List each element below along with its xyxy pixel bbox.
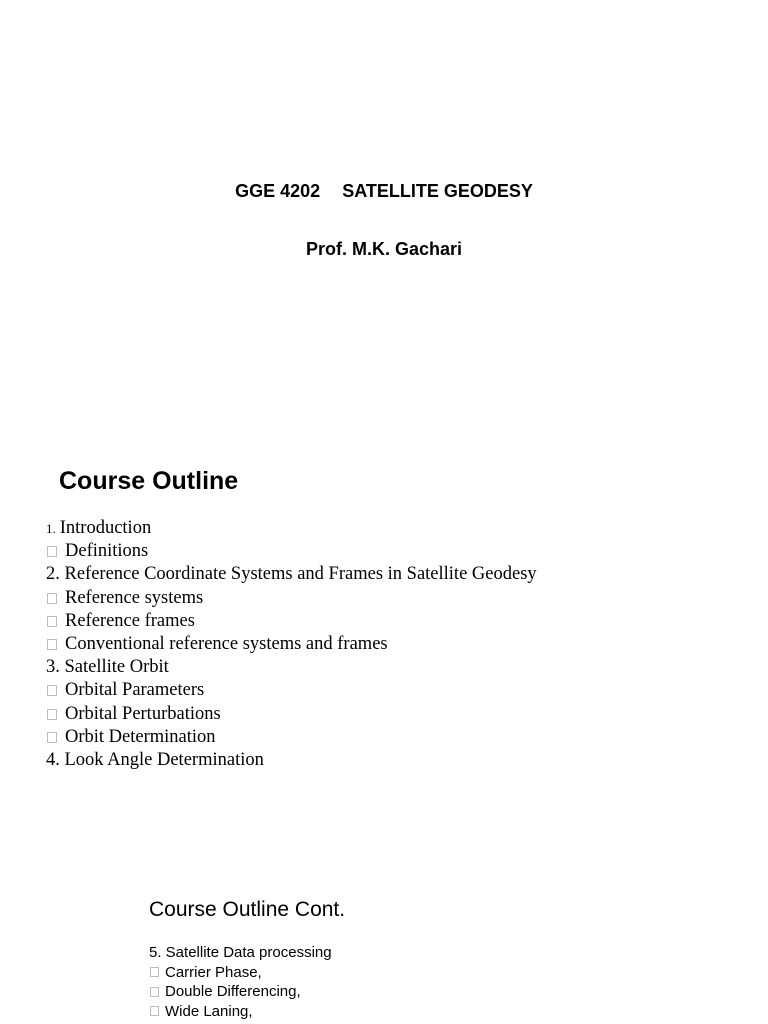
course-code: GGE 4202 — [235, 181, 321, 201]
list-item: Orbital Perturbations — [46, 703, 537, 726]
bullet-box-icon — [47, 639, 57, 650]
list-item: Wide Laning, — [149, 1002, 332, 1022]
item-number: 1. — [46, 521, 56, 536]
bullet-box-icon — [47, 546, 57, 557]
list-item: Reference frames — [46, 610, 537, 633]
list-item: Double Differencing, — [149, 982, 332, 1002]
bullet-box-icon — [47, 593, 57, 604]
list-item: 4. Look Angle Determination — [46, 749, 264, 770]
bullet-box-icon — [47, 732, 57, 743]
list-item: Orbit Determination — [46, 726, 537, 749]
author-name: Prof. M.K. Gachari — [305, 239, 463, 259]
bullet-box-icon — [47, 616, 57, 627]
list-item: 1. Introduction — [46, 517, 537, 540]
course-title — [0, 181, 768, 202]
outline-heading: Course Outline — [59, 467, 239, 495]
list-item: Carrier Phase, — [149, 963, 332, 983]
list-item: Conventional reference systems and frames — [46, 633, 537, 656]
list-item: 3. Satellite Orbit — [46, 657, 169, 678]
bullet-box-icon — [47, 709, 57, 720]
list-item: 2. Reference Coordinate Systems and Frames in Satellite Geodesy — [46, 564, 537, 585]
list-item: 5. Satellite Data processing — [149, 944, 332, 961]
list-item: Definitions — [46, 540, 537, 563]
course-name: SATELLITE GEODESY — [342, 181, 533, 201]
bullet-box-icon — [150, 1006, 159, 1016]
outline-cont-heading: Course Outline Cont. — [149, 898, 346, 921]
list-item: Reference systems — [46, 587, 537, 610]
bullet-box-icon — [150, 967, 159, 977]
bullet-box-icon — [47, 685, 57, 696]
outline-list — [46, 517, 537, 772]
list-item: Orbital Parameters — [46, 679, 537, 702]
outline-cont-list — [149, 943, 332, 1021]
bullet-box-icon — [150, 987, 159, 997]
